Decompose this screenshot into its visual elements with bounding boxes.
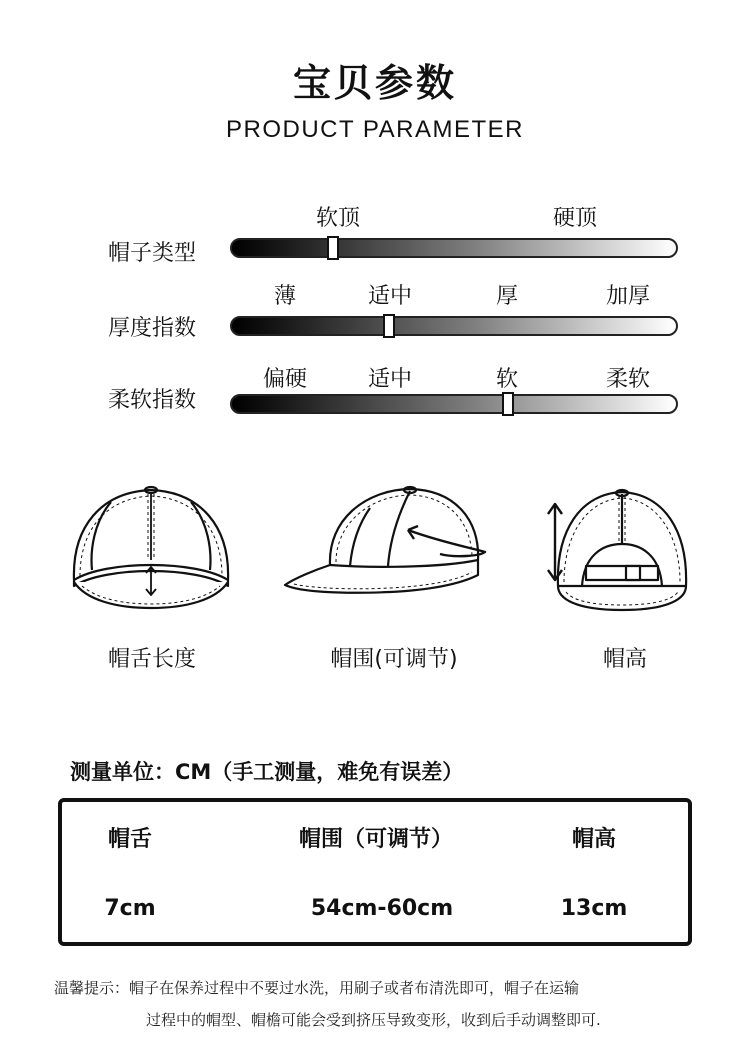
caption-hat-height: 帽高 — [602, 647, 648, 672]
scale-label-thick: 厚 — [495, 284, 519, 309]
param-label-hat-type: 帽子类型 — [108, 241, 197, 266]
scale-label-moderate: 适中 — [367, 367, 413, 392]
param-label-thickness: 厚度指数 — [108, 316, 197, 341]
thickness-marker — [383, 314, 395, 338]
param-label-softness: 柔软指数 — [108, 388, 197, 413]
thickness-bar — [230, 316, 678, 336]
scale-label-soft: 软 — [495, 367, 519, 392]
scale-label-extra-thick: 加厚 — [605, 284, 651, 309]
measure-table — [58, 798, 692, 946]
scale-label-thin: 薄 — [273, 284, 297, 309]
page-subtitle: PRODUCT PARAMETER — [226, 116, 524, 143]
scale-label-very-soft: 柔软 — [605, 367, 651, 392]
caption-brim-length: 帽舌长度 — [107, 647, 197, 672]
table-header-circumference: 帽围（可调节） — [298, 827, 454, 852]
measure-unit-note: 测量单位：CM（手工测量，难免有误差） — [70, 760, 464, 784]
caption-circumference: 帽围(可调节) — [330, 647, 458, 672]
tip-line-2: 过程中的帽型、帽檐可能会受到挤压导致变形，收到后手动调整即可. — [146, 1011, 601, 1029]
table-header-brim: 帽舌 — [107, 827, 153, 852]
cap-side-circumference-icon — [280, 480, 490, 600]
softness-bar — [230, 394, 678, 414]
cap-front-brim-length-icon — [66, 482, 236, 617]
hat-type-bar — [230, 238, 678, 258]
tip-line-1: 温馨提示：帽子在保养过程中不要过水洗，用刷子或者布清洗即可，帽子在运输 — [54, 979, 580, 997]
table-value-brim: 7cm — [104, 896, 156, 921]
softness-marker — [502, 392, 514, 416]
page-title: 宝贝参数 — [292, 61, 457, 105]
scale-label-hard-top: 硬顶 — [552, 206, 598, 231]
table-value-height: 13cm — [560, 896, 628, 921]
hat-type-marker — [327, 236, 339, 260]
scale-label-soft-top: 软顶 — [315, 206, 361, 231]
cap-back-height-icon — [540, 486, 700, 616]
table-header-height: 帽高 — [571, 827, 617, 852]
scale-label-medium: 适中 — [367, 284, 413, 309]
scale-label-stiff: 偏硬 — [262, 367, 308, 392]
table-value-circumference: 54cm-60cm — [310, 896, 454, 921]
